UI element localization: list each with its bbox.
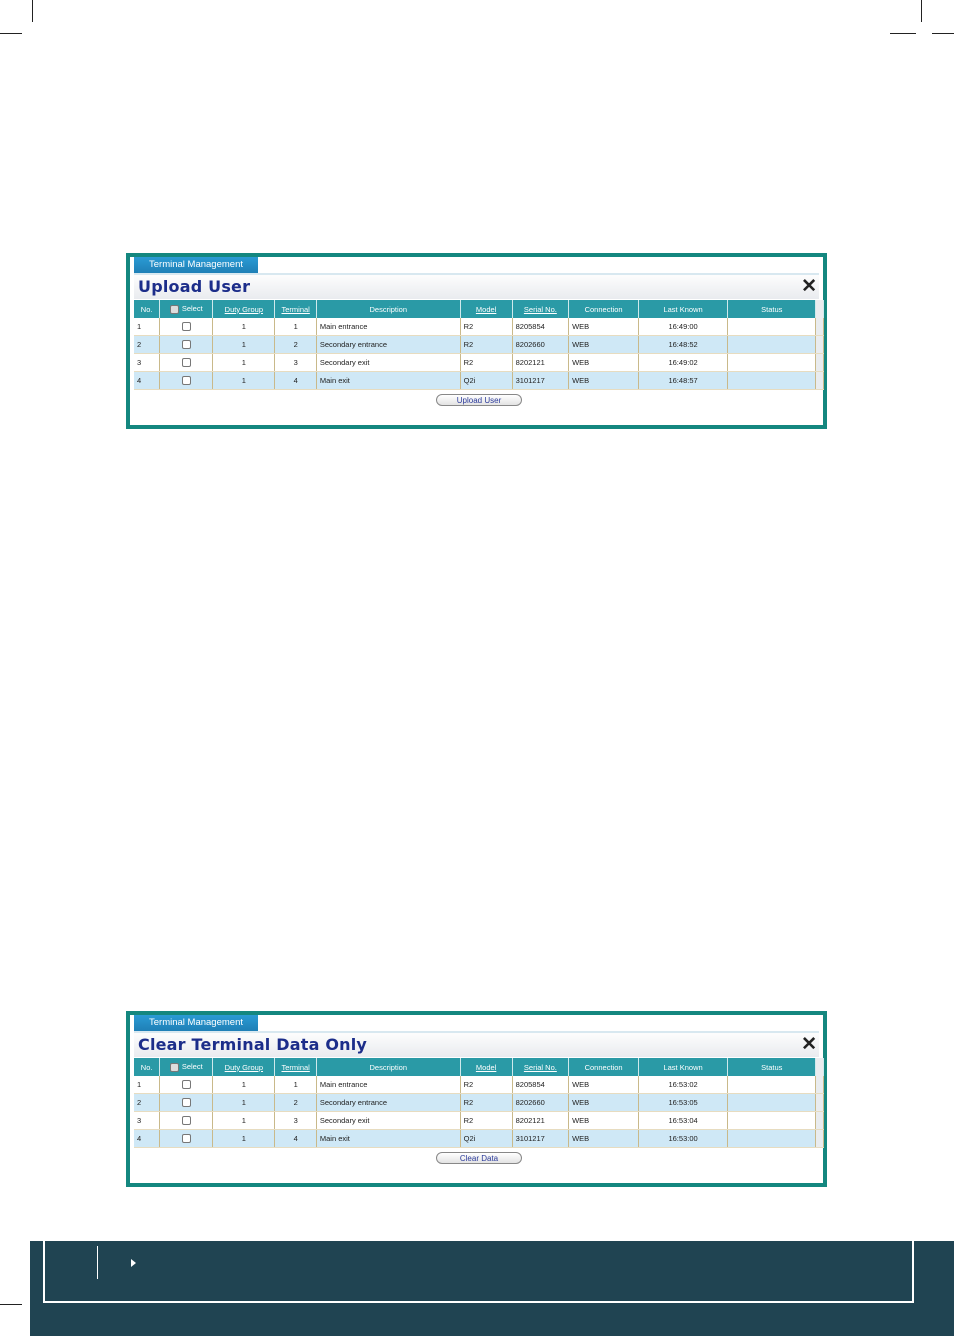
cell-duty-group: 1 bbox=[213, 1112, 275, 1130]
column-header-status: Status bbox=[728, 300, 816, 318]
column-header-select[interactable] bbox=[160, 1058, 213, 1076]
cell-duty-group: 1 bbox=[213, 1094, 275, 1112]
crop-mark bbox=[932, 33, 954, 34]
cell-description: Secondary exit bbox=[316, 354, 460, 372]
crop-mark bbox=[32, 0, 33, 22]
cell-no: 1 bbox=[134, 318, 160, 336]
cell-terminal: 4 bbox=[275, 1130, 316, 1148]
window-titlebar bbox=[134, 1033, 819, 1057]
column-header-serial-no[interactable]: Serial No. bbox=[512, 1058, 568, 1076]
terminal-table bbox=[134, 300, 824, 390]
cell-last-known: 16:49:02 bbox=[639, 354, 728, 372]
cell-model: R2 bbox=[460, 1094, 512, 1112]
cell-model: Q2i bbox=[460, 1130, 512, 1148]
column-header-duty-group[interactable]: Duty Group bbox=[213, 1058, 275, 1076]
cell-status bbox=[728, 1130, 816, 1148]
cell-model: Q2i bbox=[460, 372, 512, 390]
cell-no: 3 bbox=[134, 1112, 160, 1130]
scrollbar-track[interactable] bbox=[816, 1094, 824, 1112]
row-checkbox[interactable] bbox=[182, 1116, 191, 1125]
footer-divider bbox=[97, 1246, 98, 1279]
scrollbar-track[interactable] bbox=[816, 318, 824, 336]
cell-last-known: 16:53:02 bbox=[639, 1076, 728, 1094]
cell-connection: WEB bbox=[569, 372, 639, 390]
cell-last-known: 16:48:57 bbox=[639, 372, 728, 390]
cell-terminal: 2 bbox=[275, 1094, 316, 1112]
cell-duty-group: 1 bbox=[213, 354, 275, 372]
cell-serial: 8205854 bbox=[512, 318, 568, 336]
cell-duty-group: 1 bbox=[213, 372, 275, 390]
cell-last-known: 16:53:00 bbox=[639, 1130, 728, 1148]
column-header-model[interactable]: Model bbox=[460, 300, 512, 318]
scrollbar-header bbox=[816, 1058, 824, 1076]
cell-duty-group: 1 bbox=[213, 1076, 275, 1094]
cell-serial: 8202121 bbox=[512, 354, 568, 372]
table-row[interactable] bbox=[134, 336, 824, 354]
crop-mark bbox=[921, 0, 922, 22]
cell-description: Secondary exit bbox=[316, 1112, 460, 1130]
tab-terminal-management[interactable]: Terminal Management bbox=[134, 257, 258, 273]
cell-select[interactable] bbox=[160, 1094, 213, 1112]
column-header-last-known: Last Known bbox=[639, 300, 728, 318]
crop-mark bbox=[0, 33, 22, 34]
cell-no: 4 bbox=[134, 1130, 160, 1148]
upload-user-button[interactable]: Upload User bbox=[436, 394, 522, 406]
column-header-description: Description bbox=[316, 1058, 460, 1076]
cell-duty-group: 1 bbox=[213, 1130, 275, 1148]
crop-mark bbox=[890, 33, 916, 34]
cell-description: Main entrance bbox=[316, 1076, 460, 1094]
page-footer bbox=[30, 1241, 954, 1336]
cell-no: 4 bbox=[134, 372, 160, 390]
column-header-connection: Connection bbox=[569, 300, 639, 318]
cell-model: R2 bbox=[460, 354, 512, 372]
scrollbar-track[interactable] bbox=[816, 372, 824, 390]
column-header-terminal[interactable]: Terminal bbox=[275, 1058, 316, 1076]
cell-description: Secondary entrance bbox=[316, 1094, 460, 1112]
cell-connection: WEB bbox=[569, 1130, 639, 1148]
cell-select[interactable] bbox=[160, 1130, 213, 1148]
crop-mark bbox=[0, 1304, 22, 1305]
cell-connection: WEB bbox=[569, 354, 639, 372]
cell-no: 1 bbox=[134, 1076, 160, 1094]
close-icon[interactable]: ✕ bbox=[801, 1034, 817, 1055]
cell-serial: 3101217 bbox=[512, 372, 568, 390]
table-row[interactable] bbox=[134, 1112, 824, 1130]
footer-frame bbox=[43, 1241, 914, 1303]
clear-terminal-data-window bbox=[126, 1011, 827, 1187]
cell-connection: WEB bbox=[569, 1076, 639, 1094]
cell-last-known: 16:53:04 bbox=[639, 1112, 728, 1130]
cell-no: 2 bbox=[134, 1094, 160, 1112]
column-header-duty-group[interactable]: Duty Group bbox=[213, 300, 275, 318]
clear-data-button[interactable]: Clear Data bbox=[436, 1152, 522, 1164]
cell-description: Main exit bbox=[316, 372, 460, 390]
table-row[interactable] bbox=[134, 1076, 824, 1094]
cell-model: R2 bbox=[460, 318, 512, 336]
scrollbar-header bbox=[816, 300, 824, 318]
cell-duty-group: 1 bbox=[213, 318, 275, 336]
cell-status bbox=[728, 372, 816, 390]
cell-status bbox=[728, 1112, 816, 1130]
scrollbar-track[interactable] bbox=[816, 1076, 824, 1094]
table-row[interactable] bbox=[134, 318, 824, 336]
cell-status bbox=[728, 354, 816, 372]
select-all-checkbox[interactable] bbox=[170, 305, 179, 314]
scrollbar-track[interactable] bbox=[816, 1112, 824, 1130]
cell-model: R2 bbox=[460, 1076, 512, 1094]
cell-status bbox=[728, 318, 816, 336]
column-header-select[interactable] bbox=[160, 300, 213, 318]
cell-serial: 8202660 bbox=[512, 1094, 568, 1112]
cell-serial: 8202121 bbox=[512, 1112, 568, 1130]
tab-terminal-management[interactable]: Terminal Management bbox=[134, 1015, 258, 1031]
row-checkbox[interactable] bbox=[182, 340, 191, 349]
cell-last-known: 16:53:05 bbox=[639, 1094, 728, 1112]
table-row[interactable] bbox=[134, 372, 824, 390]
cell-select[interactable] bbox=[160, 372, 213, 390]
terminal-table bbox=[134, 1058, 824, 1148]
triangle-right-icon bbox=[131, 1259, 136, 1267]
column-header-serial-no[interactable]: Serial No. bbox=[512, 300, 568, 318]
cell-select[interactable] bbox=[160, 336, 213, 354]
cell-terminal: 3 bbox=[275, 1112, 316, 1130]
column-header-connection: Connection bbox=[569, 1058, 639, 1076]
row-checkbox[interactable] bbox=[182, 1134, 191, 1143]
select-header-label: Select bbox=[181, 1062, 203, 1072]
scrollbar-track[interactable] bbox=[816, 354, 824, 372]
cell-terminal: 1 bbox=[275, 318, 316, 336]
cell-status bbox=[728, 1094, 816, 1112]
close-icon[interactable]: ✕ bbox=[801, 276, 817, 297]
cell-model: R2 bbox=[460, 336, 512, 354]
cell-terminal: 2 bbox=[275, 336, 316, 354]
cell-model: R2 bbox=[460, 1112, 512, 1130]
cell-last-known: 16:48:52 bbox=[639, 336, 728, 354]
table-row[interactable] bbox=[134, 354, 824, 372]
column-header-last-known: Last Known bbox=[639, 1058, 728, 1076]
cell-duty-group: 1 bbox=[213, 336, 275, 354]
row-checkbox[interactable] bbox=[182, 1098, 191, 1107]
cell-terminal: 3 bbox=[275, 354, 316, 372]
cell-serial: 3101217 bbox=[512, 1130, 568, 1148]
select-all-checkbox[interactable] bbox=[170, 1063, 179, 1072]
column-header-no: No. bbox=[134, 1058, 160, 1076]
upload-user-window bbox=[126, 253, 827, 429]
cell-select[interactable] bbox=[160, 318, 213, 336]
table-row[interactable] bbox=[134, 1094, 824, 1112]
cell-connection: WEB bbox=[569, 318, 639, 336]
cell-terminal: 4 bbox=[275, 372, 316, 390]
cell-status bbox=[728, 336, 816, 354]
cell-select[interactable] bbox=[160, 1076, 213, 1094]
column-header-status: Status bbox=[728, 1058, 816, 1076]
cell-serial: 8202660 bbox=[512, 336, 568, 354]
cell-terminal: 1 bbox=[275, 1076, 316, 1094]
cell-status bbox=[728, 1076, 816, 1094]
cell-connection: WEB bbox=[569, 1112, 639, 1130]
cell-connection: WEB bbox=[569, 1094, 639, 1112]
column-header-no: No. bbox=[134, 300, 160, 318]
cell-select[interactable] bbox=[160, 354, 213, 372]
table-row[interactable] bbox=[134, 1130, 824, 1148]
column-header-model[interactable]: Model bbox=[460, 1058, 512, 1076]
cell-no: 2 bbox=[134, 336, 160, 354]
column-header-terminal[interactable]: Terminal bbox=[275, 300, 316, 318]
scrollbar-track[interactable] bbox=[816, 336, 824, 354]
row-checkbox[interactable] bbox=[182, 376, 191, 385]
cell-description: Main entrance bbox=[316, 318, 460, 336]
row-checkbox[interactable] bbox=[182, 358, 191, 367]
cell-no: 3 bbox=[134, 354, 160, 372]
select-header-label: Select bbox=[181, 304, 203, 314]
window-titlebar bbox=[134, 275, 819, 299]
page-title: Upload User bbox=[138, 277, 251, 296]
cell-last-known: 16:49:00 bbox=[639, 318, 728, 336]
cell-select[interactable] bbox=[160, 1112, 213, 1130]
cell-serial: 8205854 bbox=[512, 1076, 568, 1094]
column-header-description: Description bbox=[316, 300, 460, 318]
row-checkbox[interactable] bbox=[182, 1080, 191, 1089]
cell-connection: WEB bbox=[569, 336, 639, 354]
cell-description: Main exit bbox=[316, 1130, 460, 1148]
scrollbar-track[interactable] bbox=[816, 1130, 824, 1148]
page-title: Clear Terminal Data Only bbox=[138, 1035, 368, 1054]
cell-description: Secondary entrance bbox=[316, 336, 460, 354]
row-checkbox[interactable] bbox=[182, 322, 191, 331]
